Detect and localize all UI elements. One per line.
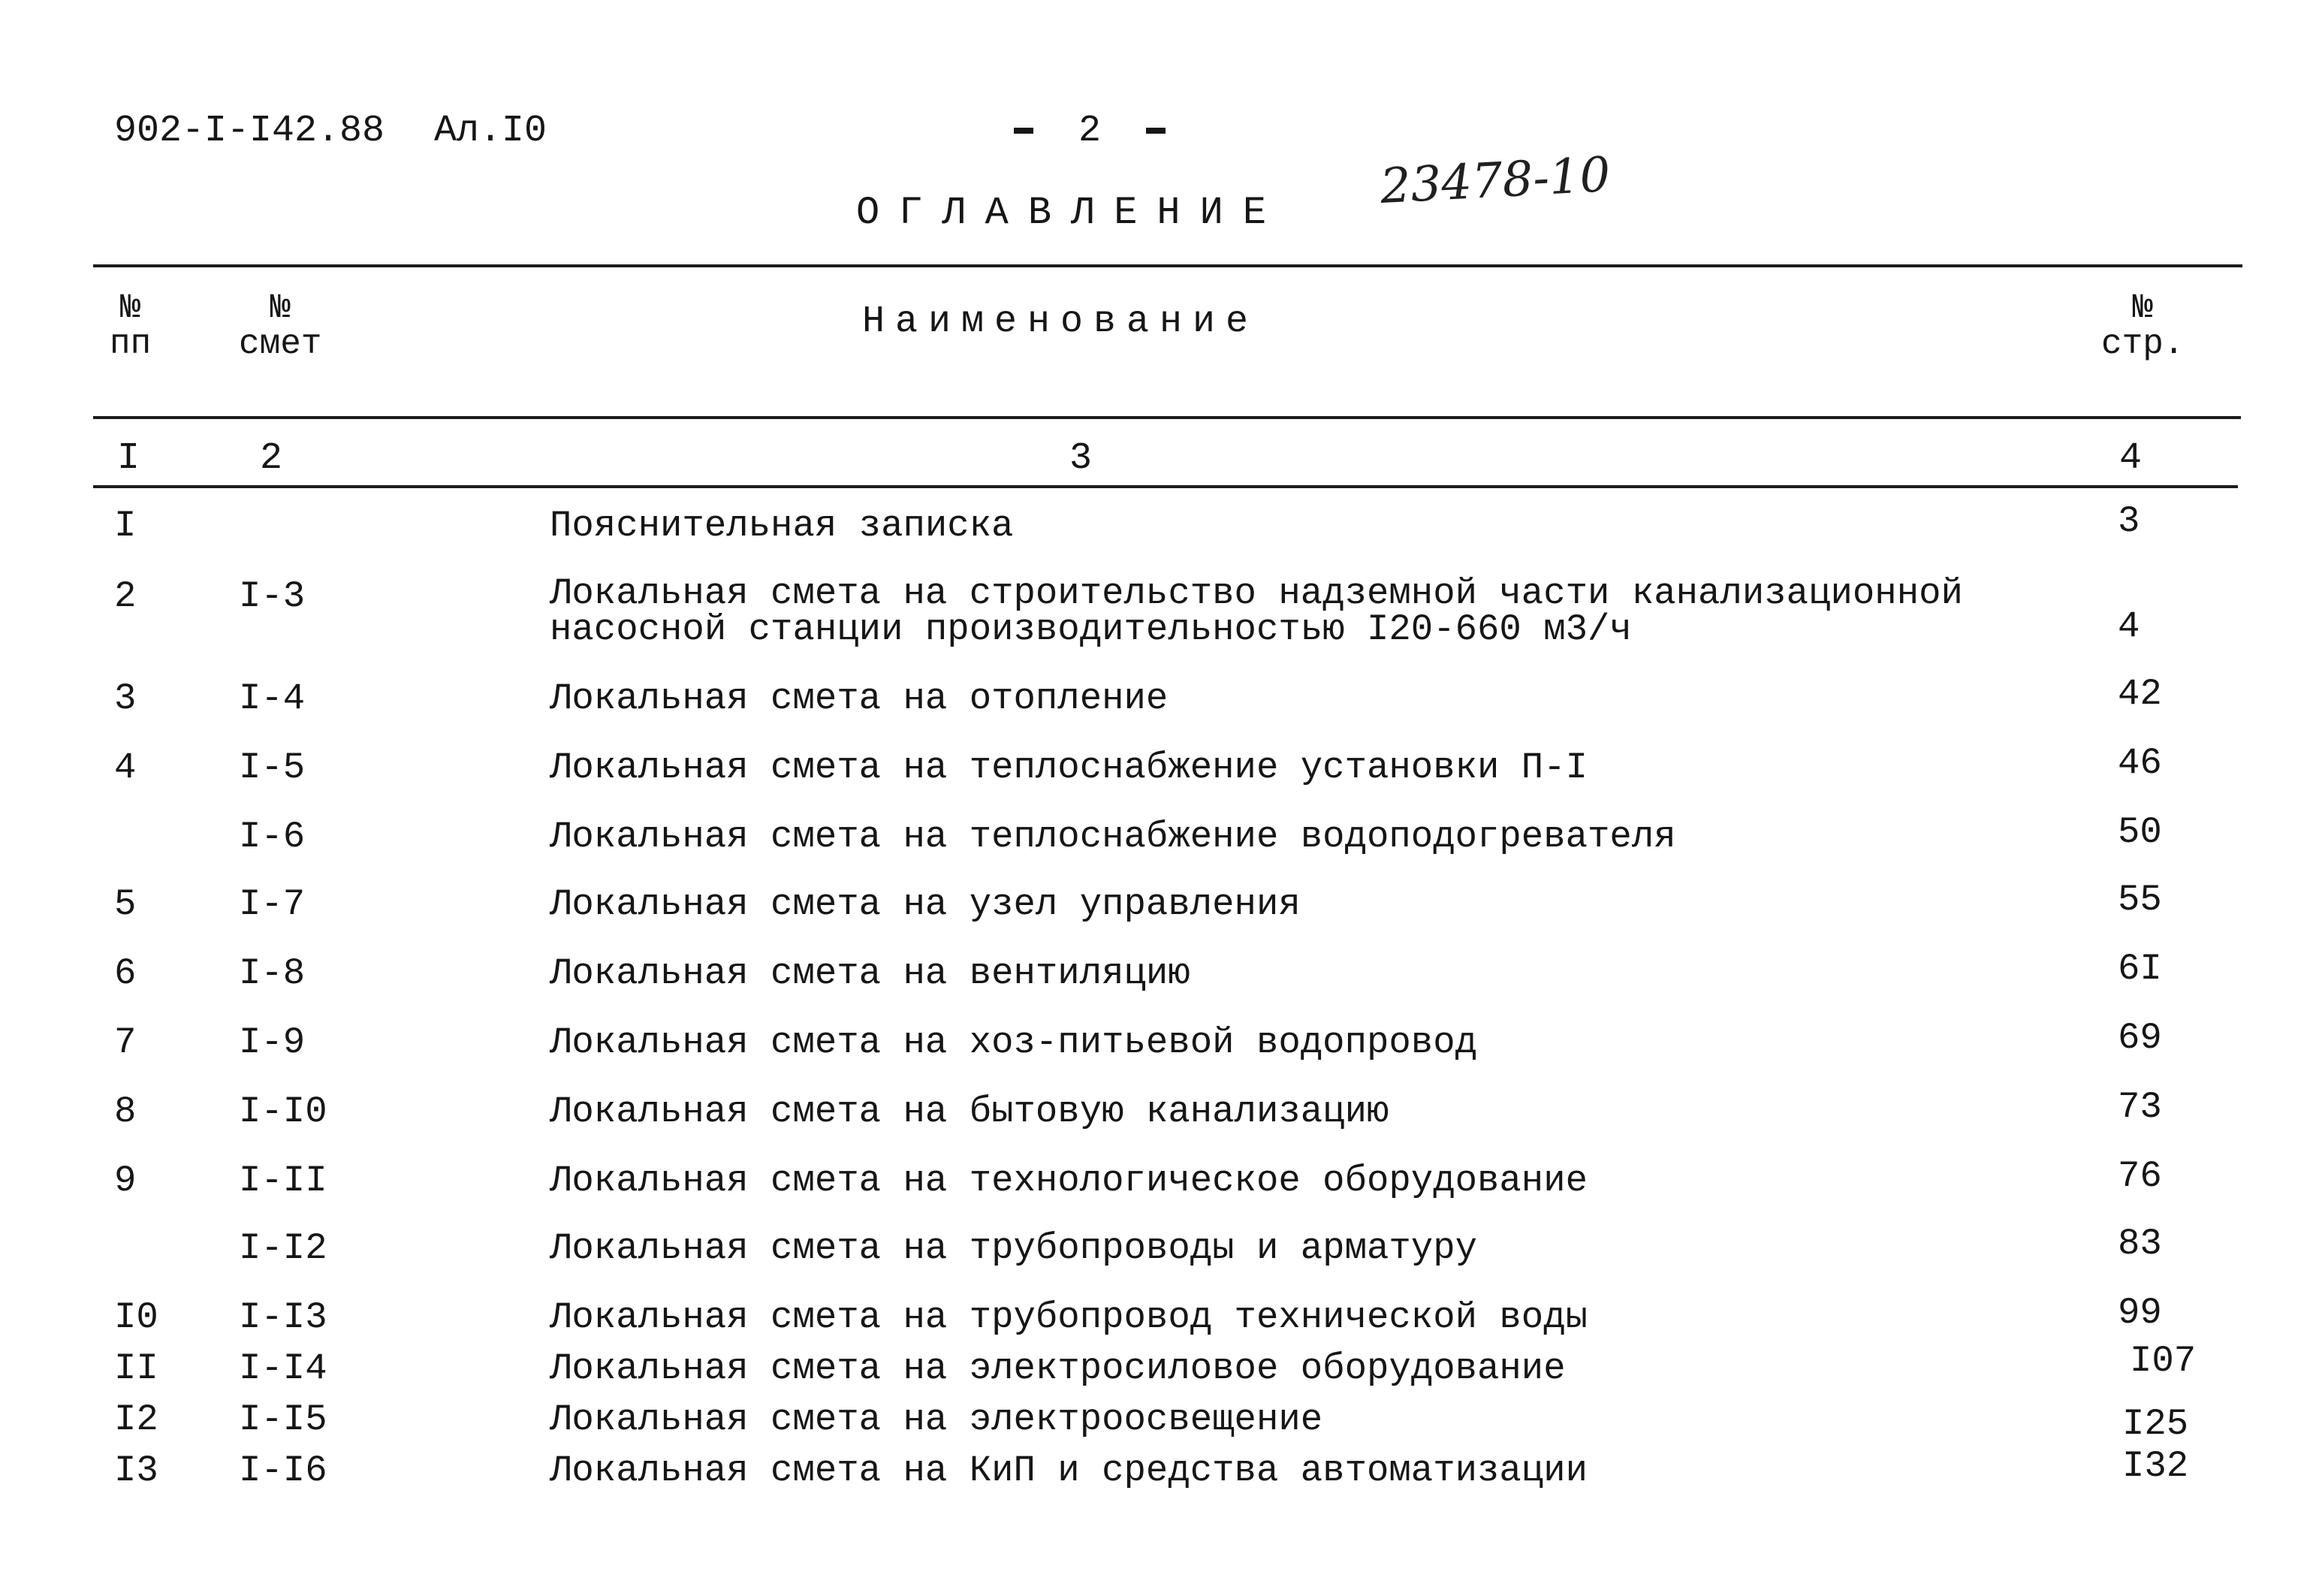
row-num: 3	[114, 677, 137, 720]
row-num: 6	[114, 952, 137, 994]
column-index-2: 2	[260, 437, 283, 480]
row-num: 2	[114, 575, 137, 617]
row-num: 7	[114, 1021, 137, 1063]
column-header-page: № стр.	[2101, 288, 2185, 364]
table-index-rule	[93, 485, 2238, 488]
column-index-4: 4	[2119, 437, 2143, 480]
column-header-num: № пп	[110, 288, 152, 364]
row-page: 99	[2118, 1292, 2162, 1334]
row-name: Локальная смета на трубопровод технической воды	[550, 1296, 1588, 1338]
row-estimate: I-I6	[239, 1450, 327, 1492]
row-page: 46	[2118, 742, 2162, 784]
page-number	[1014, 110, 1211, 152]
row-page: I32	[2122, 1445, 2189, 1487]
row-num: I2	[114, 1398, 158, 1441]
handwritten-inventory-number: 23478-10	[1379, 147, 1612, 215]
row-name: Локальная смета на узел управления	[550, 883, 1301, 925]
row-estimate: I-I3	[239, 1296, 327, 1338]
row-name: Локальная смета на электросиловое оборудование	[550, 1347, 1566, 1389]
row-estimate: I-II	[239, 1160, 327, 1202]
document-code: 902-I-I42.88	[114, 110, 385, 152]
row-name: Локальная смета на электроосвещение	[550, 1398, 1323, 1441]
column-header-estimate: № смет	[239, 288, 322, 364]
row-num: I0	[114, 1296, 158, 1338]
row-name: Локальная смета на теплоснабжение водоподогревателя	[550, 816, 1676, 858]
row-page: 55	[2118, 879, 2162, 921]
column-index-3: 3	[1069, 437, 1093, 480]
row-name: Локальная смета на строительство надземной части канализационной насосной станции производительностью I20-660 м3/ч	[550, 572, 1963, 650]
row-page: 6I	[2118, 948, 2162, 990]
row-name: Локальная смета на отопление	[550, 677, 1169, 720]
row-estimate: I-7	[239, 883, 306, 925]
row-num: I	[114, 505, 137, 547]
row-page: I25	[2122, 1403, 2189, 1445]
row-name: Локальная смета на КиП и средства автоматизации	[550, 1450, 1588, 1492]
row-num: 5	[114, 883, 137, 925]
dash-right	[1146, 128, 1166, 134]
row-name: Локальная смета на технологическое оборудование	[550, 1160, 1588, 1202]
row-name: Локальная смета на трубопроводы и арматуру	[550, 1227, 1478, 1269]
row-estimate: I-4	[239, 677, 306, 720]
row-num: II	[114, 1347, 158, 1389]
column-header-name: Наименование	[862, 300, 1259, 343]
page-number-value: 2	[1078, 110, 1102, 152]
row-name: Локальная смета на вентиляцию	[550, 952, 1190, 994]
row-num: 4	[114, 747, 137, 789]
dash-left	[1014, 128, 1033, 134]
row-page: I07	[2130, 1340, 2197, 1382]
row-page: 73	[2118, 1086, 2162, 1128]
row-estimate: I-I5	[239, 1398, 327, 1441]
row-estimate: I-9	[239, 1021, 306, 1063]
row-num: 9	[114, 1160, 137, 1202]
row-page: 42	[2118, 673, 2162, 715]
row-estimate: I-6	[239, 816, 306, 858]
row-name: Локальная смета на бытовую канализацию	[550, 1091, 1389, 1133]
row-num: 8	[114, 1091, 137, 1133]
row-page: 50	[2118, 811, 2162, 853]
table-header-rule	[93, 416, 2241, 419]
row-page: 4	[2118, 605, 2140, 647]
row-name: Локальная смета на теплоснабжение установки П-I	[550, 747, 1588, 789]
row-estimate: I-I4	[239, 1347, 327, 1389]
column-index-1: I	[117, 437, 140, 480]
table-top-rule	[93, 264, 2242, 267]
row-estimate: I-8	[239, 952, 306, 994]
row-estimate: I-3	[239, 575, 306, 617]
row-page: 3	[2118, 500, 2140, 542]
row-estimate: I-I0	[239, 1091, 327, 1133]
row-name: Локальная смета на хоз-питьевой водопровод	[550, 1021, 1478, 1063]
row-estimate: I-I2	[239, 1227, 327, 1269]
row-estimate: I-5	[239, 747, 306, 789]
row-name: Пояснительная записка	[550, 505, 1014, 547]
row-num: I3	[114, 1450, 158, 1492]
row-page: 69	[2118, 1017, 2162, 1059]
page-title: ОГЛАВЛЕНИЕ	[856, 191, 1286, 235]
row-page: 83	[2118, 1223, 2162, 1265]
row-page: 76	[2118, 1155, 2162, 1197]
album-number: Ал.I0	[434, 110, 547, 152]
